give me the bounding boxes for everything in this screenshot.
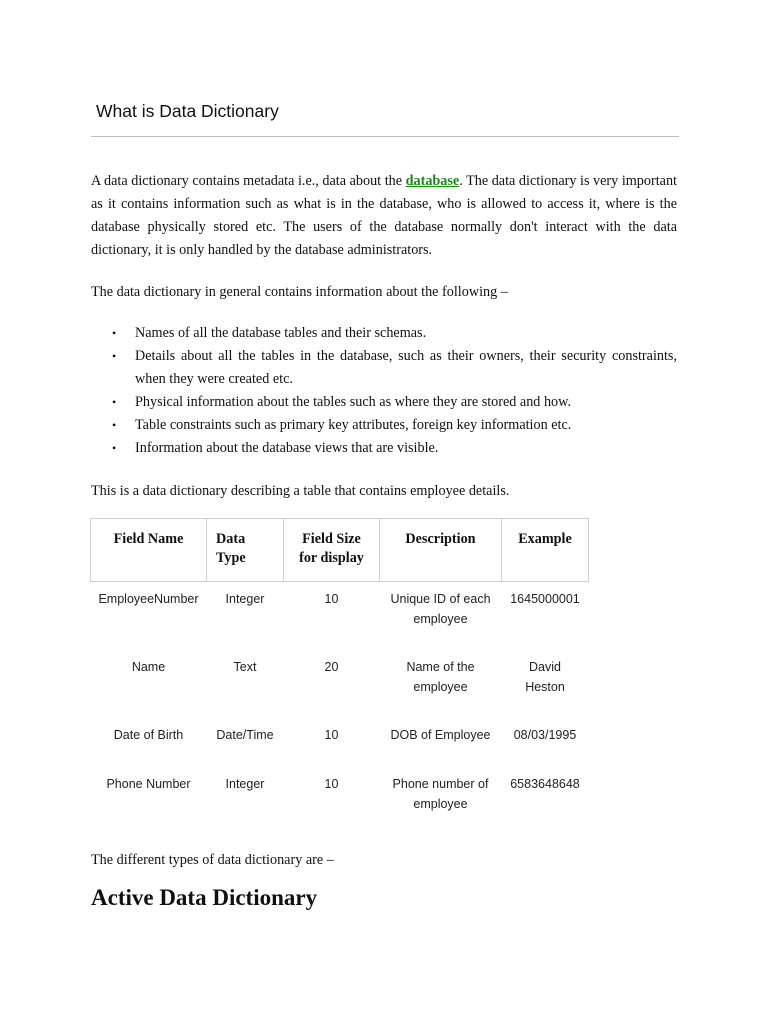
cell-description bbox=[380, 650, 502, 718]
cell-size: 20 bbox=[324, 659, 339, 674]
page-title: What is Data Dictionary bbox=[96, 101, 279, 121]
list-item bbox=[91, 414, 677, 437]
intro-text-before: A data dictionary contains metadata i.e., data about the bbox=[91, 173, 406, 189]
cell-example-line2: Heston bbox=[525, 679, 565, 694]
table-row bbox=[91, 650, 589, 718]
cell-description-line2: employee bbox=[413, 796, 468, 811]
cell-description-line1: DOB of Employee bbox=[390, 727, 491, 742]
cell-example-line1: 1645000001 bbox=[510, 592, 580, 606]
table-intro: This is a data dictionary describing a table that contains employee details. bbox=[91, 483, 510, 499]
cell-example bbox=[502, 582, 589, 650]
table-header-row bbox=[91, 519, 589, 582]
cell-field: Phone Number bbox=[106, 776, 191, 791]
cell-example-line1: David bbox=[529, 659, 561, 674]
database-link[interactable]: database bbox=[405, 173, 460, 189]
header-data-type bbox=[207, 519, 284, 582]
cell-description bbox=[380, 718, 502, 767]
cell-field: EmployeeNumber bbox=[98, 592, 199, 606]
intro-text-after: . The data dictionary is very important as it contains information such as what is in the database, who is allowed to access it, where is the database physically stored etc. The users of the database normally don't interact with the data dictionary, it is only handled by the database administrators. bbox=[91, 173, 677, 258]
cell-description-line1: Phone number of bbox=[392, 776, 489, 791]
cell-example bbox=[502, 718, 589, 767]
header-data-type-line1: Data bbox=[216, 531, 246, 547]
cell-type: Integer bbox=[225, 592, 265, 606]
cell-description bbox=[380, 582, 502, 650]
header-field-size-line2: for display bbox=[299, 550, 364, 566]
table-row bbox=[91, 718, 589, 767]
list-intro: The data dictionary in general contains information about the following – bbox=[91, 284, 508, 300]
bullet-icon: • bbox=[112, 418, 117, 432]
header-field-size-line1: Field Size bbox=[302, 531, 361, 547]
cell-description-line2: employee bbox=[413, 612, 468, 626]
list-item-text: Information about the database views that are visible. bbox=[135, 440, 439, 456]
intro-paragraph bbox=[91, 170, 677, 262]
list-item bbox=[91, 437, 677, 460]
header-data-type-line2: Type bbox=[216, 550, 246, 566]
cell-type: Integer bbox=[225, 776, 265, 791]
cell-example-line1: 6583648648 bbox=[510, 776, 580, 791]
cell-description-line2: employee bbox=[413, 679, 468, 694]
cell-field: Date of Birth bbox=[113, 727, 184, 742]
cell-description bbox=[380, 767, 502, 815]
data-dictionary-table bbox=[90, 518, 589, 815]
cell-field: Name bbox=[131, 659, 166, 674]
header-example: Example bbox=[502, 519, 589, 582]
cell-size: 10 bbox=[324, 727, 339, 742]
header-description: Description bbox=[380, 519, 502, 582]
cell-example bbox=[502, 650, 589, 718]
bullet-icon: • bbox=[112, 349, 117, 363]
cell-type: Text bbox=[233, 659, 257, 674]
table-row bbox=[91, 582, 589, 650]
cell-example-line1: 08/03/1995 bbox=[513, 727, 577, 742]
list-item-text: Physical information about the tables such as where they are stored and how. bbox=[135, 394, 572, 410]
cell-description-line1: Name of the bbox=[406, 659, 475, 674]
list-item-text: Names of all the database tables and their schemas. bbox=[135, 325, 427, 341]
bullet-icon: • bbox=[112, 441, 117, 455]
header-field-size bbox=[284, 519, 380, 582]
list-item bbox=[91, 391, 677, 414]
types-intro: The different types of data dictionary are – bbox=[91, 852, 334, 868]
contents-list bbox=[91, 322, 677, 460]
bullet-icon: • bbox=[112, 395, 117, 409]
table-row bbox=[91, 767, 589, 815]
title-divider bbox=[91, 136, 679, 137]
list-item bbox=[91, 322, 677, 345]
cell-size: 10 bbox=[324, 592, 339, 606]
list-item-text: Table constraints such as primary key attributes, foreign key information etc. bbox=[135, 417, 572, 433]
list-item-text: Details about all the tables in the database, such as their owners, their security constraints, when they were created etc. bbox=[135, 348, 677, 387]
bullet-icon: • bbox=[112, 326, 117, 340]
header-field-name: Field Name bbox=[91, 519, 207, 582]
list-item bbox=[91, 345, 677, 391]
cell-description-line1: Unique ID of each bbox=[390, 592, 491, 606]
cell-example bbox=[502, 767, 589, 815]
cell-size: 10 bbox=[324, 776, 339, 791]
cell-type: Date/Time bbox=[216, 727, 274, 742]
section-heading: Active Data Dictionary bbox=[91, 885, 318, 910]
